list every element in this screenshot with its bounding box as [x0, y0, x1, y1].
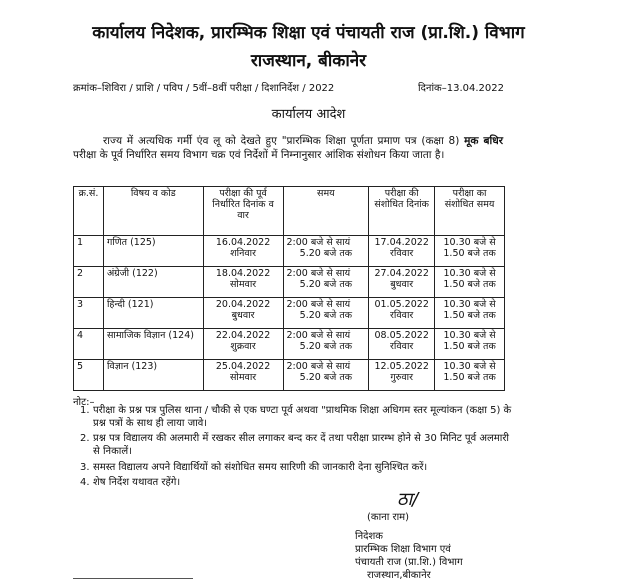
cell-old-date: 25.04.2022 सोमवार	[203, 360, 283, 391]
header-new-date: परीक्षा की संशोधित दिनांक	[369, 187, 435, 236]
cell-time: 2:00 बजे से सायं 5.20 बजे तक	[283, 236, 369, 267]
cell-serial: 3	[74, 298, 104, 329]
cell-new-date: 17.04.2022 रविवार	[369, 236, 435, 267]
office-heading: कार्यालय निदेशक, प्रारम्भिक शिक्षा एवं पंचायती राज (प्रा.शि.) विभाग	[92, 23, 525, 43]
cell-new-date: 08.05.2022 रविवार	[369, 329, 435, 360]
cut-off-footer-line	[73, 578, 193, 579]
cell-subject: अंग्रेजी (122)	[103, 267, 203, 298]
header-subject: विषय व कोड	[103, 187, 203, 236]
cell-time: 2:00 बजे से सायं 5.20 बजे तक	[283, 267, 369, 298]
paragraph-bold-text: मूक बधिर	[464, 135, 504, 147]
table-row	[74, 267, 505, 298]
cell-serial: 1	[74, 236, 104, 267]
order-paragraph	[73, 134, 503, 162]
cell-new-time: 10.30 बजे से 1.50 बजे तक	[435, 360, 505, 391]
signatory-designation-2: प्रारम्भिक शिक्षा विभाग एवं	[355, 544, 451, 555]
notes-title: नोट:–	[73, 397, 95, 408]
cell-serial: 2	[74, 267, 104, 298]
note-item: 4. शेष निर्देश यथावत रहेंगे।	[80, 477, 181, 488]
signatory-name: (काना राम)	[367, 512, 410, 523]
table-row	[74, 329, 505, 360]
table-row	[74, 360, 505, 391]
order-title: कार्यालय आदेश	[271, 107, 346, 122]
table-row	[74, 236, 505, 267]
cell-time: 2:00 बजे से सायं 5.20 बजे तक	[283, 360, 369, 391]
order-date: दिनांक–13.04.2022	[418, 83, 504, 94]
cell-new-time: 10.30 बजे से 1.50 बजे तक	[435, 267, 505, 298]
paragraph-text-2: परीक्षा के पूर्व निर्धारित समय विभाग चक्र एवं निर्देशों में निम्नानुसार आंशिक संशोधन किया जाता है।	[73, 149, 445, 161]
cell-subject: विज्ञान (123)	[103, 360, 203, 391]
cell-subject: सामाजिक विज्ञान (124)	[103, 329, 203, 360]
table-header-row	[74, 187, 505, 236]
header-time: समय	[283, 187, 369, 236]
header-old-date: परीक्षा की पूर्व निर्धारित दिनांक व वार	[203, 187, 283, 236]
cell-old-date: 22.04.2022 शुक्रवार	[203, 329, 283, 360]
cell-serial: 4	[74, 329, 104, 360]
cell-new-time: 10.30 बजे से 1.50 बजे तक	[435, 236, 505, 267]
cell-new-time: 10.30 बजे से 1.50 बजे तक	[435, 329, 505, 360]
cell-new-date: 27.04.2022 बुधवार	[369, 267, 435, 298]
table-row	[74, 298, 505, 329]
cell-old-date: 16.04.2022 शनिवार	[203, 236, 283, 267]
paragraph-text-1: राज्य में अत्यधिक गर्मी एंव लू को देखते हुए "प्रारम्भिक शिक्षा पूर्णता प्रमाण पत्र (कक्षा 8)	[103, 135, 465, 147]
exam-schedule-table	[73, 186, 505, 391]
cell-subject: हिन्दी (121)	[103, 298, 203, 329]
cell-old-date: 18.04.2022 सोमवार	[203, 267, 283, 298]
cell-new-date: 12.05.2022 गुरुवार	[369, 360, 435, 391]
cell-new-date: 01.05.2022 रविवार	[369, 298, 435, 329]
cell-serial: 5	[74, 360, 104, 391]
signatory-designation-1: निदेशक	[355, 531, 383, 542]
note-item: 2. प्रश्न पत्र विद्यालय की अलमारी में रखकर सील लगाकर बन्द कर दें तथा परीक्षा प्रारम्भ होने से 30 मिनिट पूर्व अलमारी से निकालें।	[80, 433, 509, 457]
cell-old-date: 20.04.2022 बुधवार	[203, 298, 283, 329]
header-serial: क्र.सं.	[74, 187, 104, 236]
office-location: राजस्थान, बीकानेर	[250, 51, 367, 71]
cell-time: 2:00 बजे से सायं 5.20 बजे तक	[283, 298, 369, 329]
reference-number: क्रमांक–शिविरा / प्राशि / पविप / 5वीं–8वीं परीक्षा / दिशानिर्देश / 2022	[73, 83, 335, 94]
signatory-designation-4: राजस्थान,बीकानेर	[367, 570, 431, 581]
cell-new-time: 10.30 बजे से 1.50 बजे तक	[435, 298, 505, 329]
signatory-designation-3: पंचायती राज (प्रा.शि.) विभाग	[355, 557, 463, 568]
note-item: 1. परीक्षा के प्रश्न पत्र पुलिस थाना / चौकी से एक घण्टा पूर्व अथवा "प्राथमिक शिक्षा अधिगम स्तर मूल्यांकन (कक्षा 5) के प्रश्न पत्रों के साथ ही लाया जावे।	[80, 405, 512, 429]
signature-mark: ठा/	[397, 489, 419, 510]
note-item: 3. समस्त विद्यालय अपने विद्यार्थियों को संशोधित समय सारिणी की जानकारी देना सुनिश्चित करें।	[80, 462, 428, 473]
cell-time: 2:00 बजे से सायं 5.20 बजे तक	[283, 329, 369, 360]
header-new-time: परीक्षा का संशोधित समय	[435, 187, 505, 236]
cell-subject: गणित (125)	[103, 236, 203, 267]
